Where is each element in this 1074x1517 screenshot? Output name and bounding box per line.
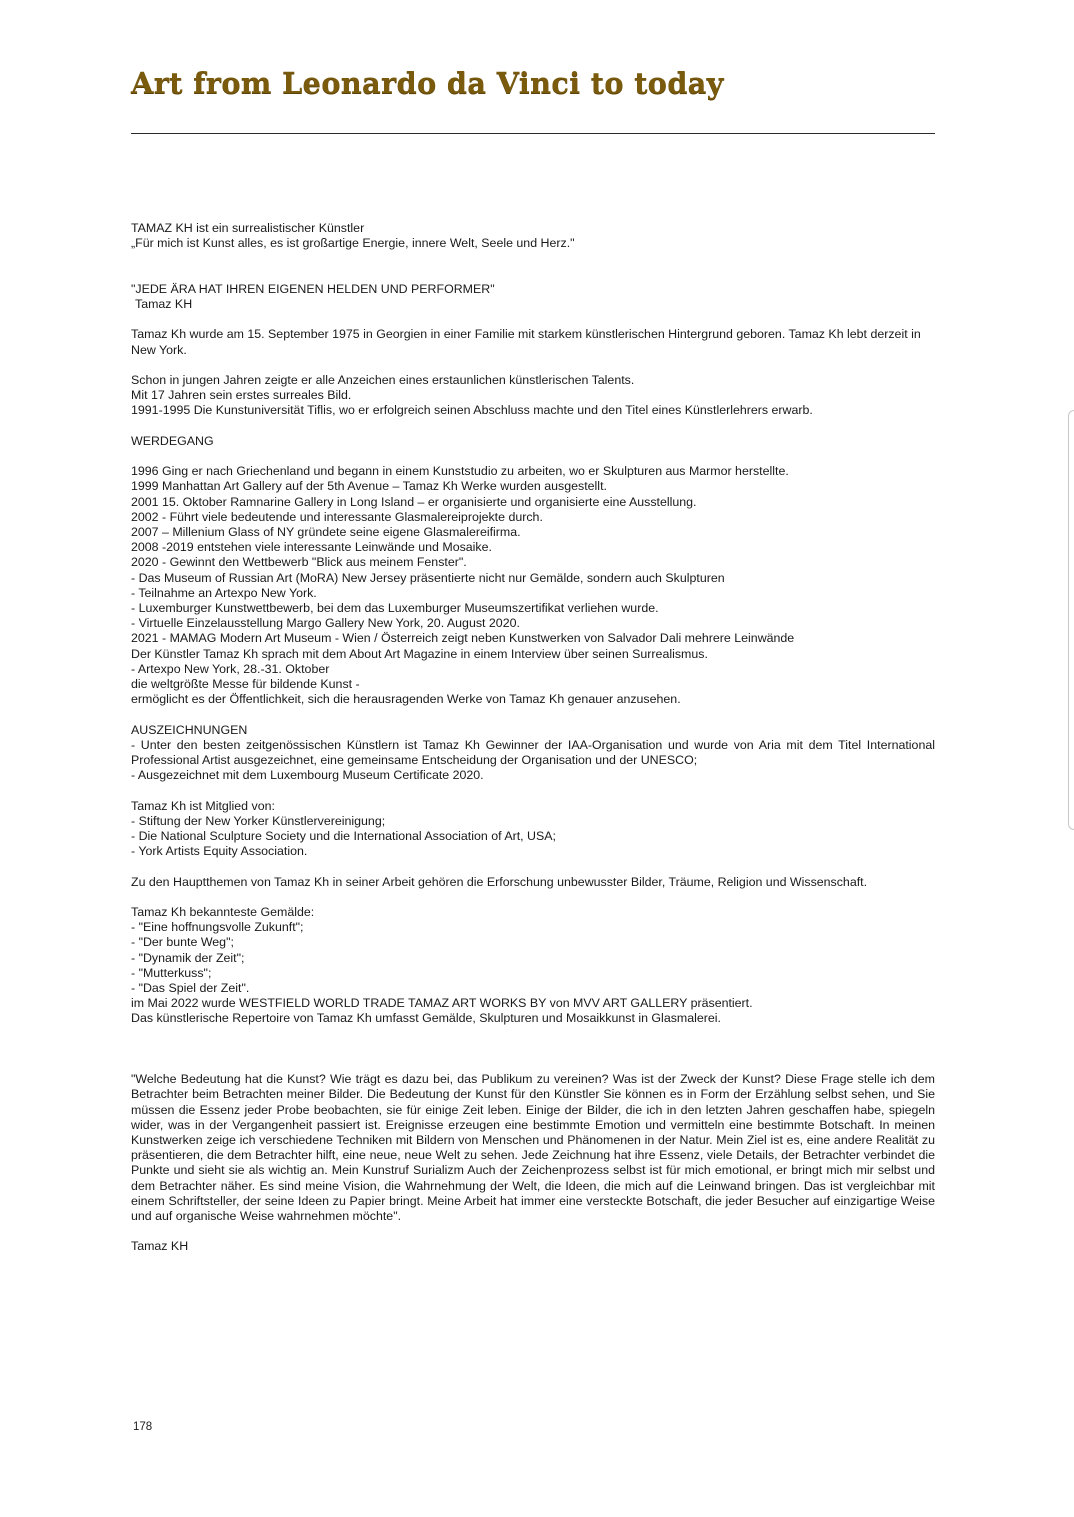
painting-item: - "Dynamik der Zeit"; xyxy=(131,950,245,965)
bio-line: Mit 17 Jahren sein erstes surreales Bild. xyxy=(131,388,352,403)
career-item: - Luxemburger Kunstwettbewerb, bei dem das Luxemburger Museumszertifikat verliehen wurde. xyxy=(131,601,659,615)
career-section xyxy=(131,434,935,708)
scroll-handle[interactable] xyxy=(1068,410,1074,830)
career-item: Der Künstler Tamaz Kh sprach mit dem About Art Magazine in einem Interview über seinen Surrealismus. xyxy=(131,646,708,661)
painting-item: - "Das Spiel der Zeit". xyxy=(131,981,250,996)
artist-signature: Tamaz KH xyxy=(131,1239,189,1254)
career-item: 2002 - Führt viele bedeutende und interessante Glasmalereiprojekte durch. xyxy=(131,509,543,524)
painting-item: - "Mutterkuss"; xyxy=(131,965,212,980)
awards-section xyxy=(131,723,935,784)
membership-item: - Die National Sculpture Society und die International Association of Art, USA; xyxy=(131,829,556,844)
themes-text: Zu den Hauptthemen von Tamaz Kh in seiner Arbeit gehören die Erforschung unbewusster Bilder, Träume, Religion und Wissenschaft. xyxy=(131,874,868,889)
exhibition-text: im Mai 2022 wurde WESTFIELD WORLD TRADE TAMAZ ART WORKS BY von MVV ART GALLERY präsentiert. xyxy=(131,996,753,1011)
bio-line: 1991-1995 Die Kunstuniversität Tiflis, wo er erfolgreich seinen Abschluss machte und den Titel eines Künstlerlehrers erwarb. xyxy=(131,403,813,418)
membership-item: - Stiftung der New Yorker Künstlervereinigung; xyxy=(131,813,386,828)
intro-line: TAMAZ KH ist ein surrealistischer Künstler xyxy=(131,221,365,235)
career-item: - Teilnahme an Artexpo New York. xyxy=(131,585,317,600)
motto-section xyxy=(131,282,935,312)
intro-quote: „Für mich ist Kunst alles, es ist großartige Energie, innere Welt, Seele und Herz." xyxy=(131,236,575,251)
career-item: 2001 15. Oktober Ramnarine Gallery in Long Island – er organisierte und organisierte eine Ausstellung. xyxy=(131,494,697,509)
career-item: 1996 Ging er nach Griechenland und begann in einem Kunststudio zu arbeiten, wo er Skulpturen aus Marmor herstellte. xyxy=(131,464,789,479)
career-item: ermöglicht es der Öffentlichkeit, sich die herausragenden Werke von Tamaz Kh genauer anzusehen. xyxy=(131,692,681,707)
career-item: die weltgrößte Messe für bildende Kunst - xyxy=(131,677,360,692)
artist-quote-section xyxy=(131,1072,935,1254)
career-item: 2007 – Millenium Glass of NY gründete seine eigene Glasmalereifirma. xyxy=(131,524,521,539)
intro-section xyxy=(131,221,935,251)
career-item: - Das Museum of Russian Art (MoRA) New Jersey präsentierte nicht nur Gemälde, sondern auch Skulpturen xyxy=(131,570,725,585)
page-number: 178 xyxy=(133,1421,153,1433)
award-item: - Unter den besten zeitgenössischen Künstlern ist Tamaz Kh Gewinner der IAA-Organisation und wurde von Aria mit dem Titel International Professional Artist ausgezeichnet, eine gemeinsame Entscheidung der Organisation und der UNESCO; xyxy=(131,737,935,768)
painting-item: - "Der bunte Weg"; xyxy=(131,935,234,950)
artist-quote: "Welche Bedeutung hat die Kunst? Wie trägt es dazu bei, das Publikum zu vereinen? Was ist der Zweck der Kunst? Diese Frage stelle ich dem Betrachter beim Betrachten meiner Bilder. Die Bedeutung der Kunst für den Künstler Sie können es in Form der Erzählung selbst sehen, und Sie müssen die Essenz jeder Probe beobachten, sie für einige Zeit leben. Einige der Bilder, die ich in den letzten Jahren geschaffen habe, spiegeln wider, was in der Vergangenheit passiert ist. Ereignisse erzeugen eine bestimmte Emotion und vermitteln eine bestimmte Botschaft. In meinen Kunstwerken zeige ich verschiedene Techniken mit Bildern von Menschen und Phänomenen in der Natur. Mein Ziel ist es, eine andere Realität zu präsentieren, die dem Betrachter hilft, eine neue, neue Welt zu sehen. Jede Zeichnung hat ihre Essenz, viele Details, der Betrachter verbindet die Punkte und sieht sie als wichtig an. Mein Kunstruf Surializm Auch der Zeichenprozess selbst ist für mich emotional, er bringt mich mir selbst und dem Betrachter näher. Es sind meine Vision, die Wahrnehmung der Welt, die Ideen, die mich auf die Leinwand bringen. Das ist vergleichbar mit einem Schriftsteller, der seine Ideen zu Papier bringt. Meine Arbeit hat immer eine versteckte Botschaft, die jeder Besucher auf einzigartige Weise und auf organische Weise wahrnehmen möchte". xyxy=(131,1072,935,1224)
career-item: 1999 Manhattan Art Gallery auf der 5th Avenue – Tamaz Kh Werke wurden ausgestellt. xyxy=(131,479,607,494)
career-item: - Virtuelle Einzelausstellung Margo Gallery New York, 20. August 2020. xyxy=(131,616,520,631)
bio-line: Schon in jungen Jahren zeigte er alle Anzeichen eines erstaunlichen künstlerischen Talents. xyxy=(131,372,635,387)
painting-item: - "Eine hoffnungsvolle Zukunft"; xyxy=(131,920,304,935)
bio-birth: Tamaz Kh wurde am 15. September 1975 in Georgien in einer Familie mit starkem künstlerischen Hintergrund geboren. Tamaz Kh lebt derzeit in New York. xyxy=(131,327,921,357)
career-item: 2008 -2019 entstehen viele interessante Leinwände und Mosaike. xyxy=(131,540,492,555)
section-heading-career: WERDEGANG xyxy=(131,433,214,448)
paintings-heading: Tamaz Kh bekannteste Gemälde: xyxy=(131,905,315,919)
membership-item: - York Artists Equity Association. xyxy=(131,844,308,859)
themes-section xyxy=(131,875,935,890)
article-body xyxy=(131,221,935,1255)
membership-section xyxy=(131,799,935,860)
career-item: 2020 - Gewinnt den Wettbewerb "Blick aus meinem Fenster". xyxy=(131,555,467,570)
title-divider xyxy=(131,133,935,134)
award-item: - Ausgezeichnet mit dem Luxembourg Museum Certificate 2020. xyxy=(131,768,484,783)
section-heading-awards: AUSZEICHNUNGEN xyxy=(131,722,248,737)
motto-quote: "JEDE ÄRA HAT IHREN EIGENEN HELDEN UND PERFORMER" xyxy=(131,281,495,296)
bio-section xyxy=(131,327,935,418)
career-item: 2021 - MAMAG Modern Art Museum - Wien / Österreich zeigt neben Kunstwerken von Salvador Dali mehrere Leinwände xyxy=(131,631,795,646)
paintings-section xyxy=(131,905,935,1027)
page-title: Art from Leonardo da Vinci to today xyxy=(131,66,724,100)
motto-author: Tamaz KH xyxy=(135,297,193,311)
membership-heading: Tamaz Kh ist Mitglied von: xyxy=(131,798,275,813)
repertoire-text: Das künstlerische Repertoire von Tamaz Kh umfasst Gemälde, Skulpturen und Mosaikkunst in Glasmalerei. xyxy=(131,1011,721,1026)
career-item: - Artexpo New York, 28.-31. Oktober xyxy=(131,661,330,676)
